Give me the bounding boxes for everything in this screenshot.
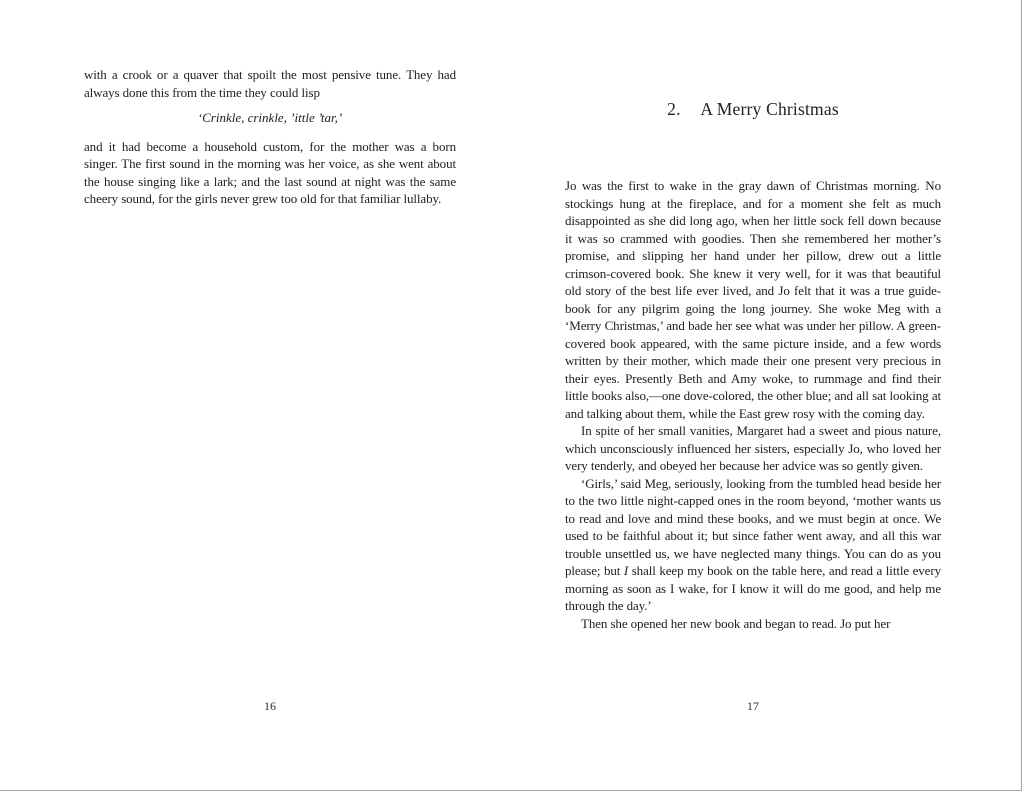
right-page xyxy=(565,98,941,632)
left-page-text-block xyxy=(84,66,456,208)
chapter-title: A Merry Christmas xyxy=(700,99,839,119)
chapter-heading xyxy=(565,98,941,120)
page-number-right: 17 xyxy=(747,699,759,713)
paragraph: Then she opened her new book and began to read. Jo put her xyxy=(581,615,891,631)
paragraph: with a crook or a quaver that spoilt the most pensive tune. They had always done this from the time they could lisp xyxy=(84,67,456,100)
paragraph: In spite of her small vanities, Margaret had a sweet and pious nature, which unconsciously influenced her sisters, especially Jo, who loved her very tenderly, and obeyed her because her advice was so gently given. xyxy=(565,423,941,473)
paragraph: and it had become a household custom, for the mother was a born singer. The first sound in the morning was her voice, as she went about the house singing like a lark; and the last sound at night was the same cheery sound, for the girls never grew too old for that familiar lullaby. xyxy=(84,138,456,206)
chapter-number: 2. xyxy=(667,99,681,119)
right-page-text-block xyxy=(565,177,941,632)
paragraph: Jo was the first to wake in the gray dawn of Christmas morning. No stockings hung at the fireplace, and for a moment she felt as much disappointed as she did long ago, when her little sock fell down because it was so crammed with goodies. Then she remembered her mother’s promise, and slipping her hand under her pillow, drew out a little crimson-covered book. She knew it very well, for it was that beautiful old story of the best life ever lived, and Jo felt that it was a true guide-book for any pilgrim going the long journey. She woke Meg with a ‘Merry Christmas,’ and bade her see what was under her pillow. A green-covered book appeared, with the same picture inside, and a few words written by their mother, which made their one present very precious in their eyes. Presently Beth and Amy woke, to rummage and find their little books also,—one dove-colored, the other blue; and all sat looking at and talking about them, while the East grew rosy with the coming day. xyxy=(565,178,941,421)
paragraph: ‘Girls,’ said Meg, seriously, looking from the tumbled head beside her to the two little night-capped ones in the room beyond, ‘mother wants us to read and love and mind these books, and we must begin at once. We used to be faithful about it; but since father went away, and all this war trouble unsettled us, we have neglected many things. You can do as you please; but I shall keep my book on the table here, and read a little every morning as soon as I wake, for I know it will do me good, and help me through the day.’ xyxy=(565,475,941,613)
page-number-left: 16 xyxy=(264,699,276,713)
left-page xyxy=(84,66,456,208)
verse-line: ‘Crinkle, crinkle, ’ittle ’tar,’ xyxy=(197,110,343,125)
